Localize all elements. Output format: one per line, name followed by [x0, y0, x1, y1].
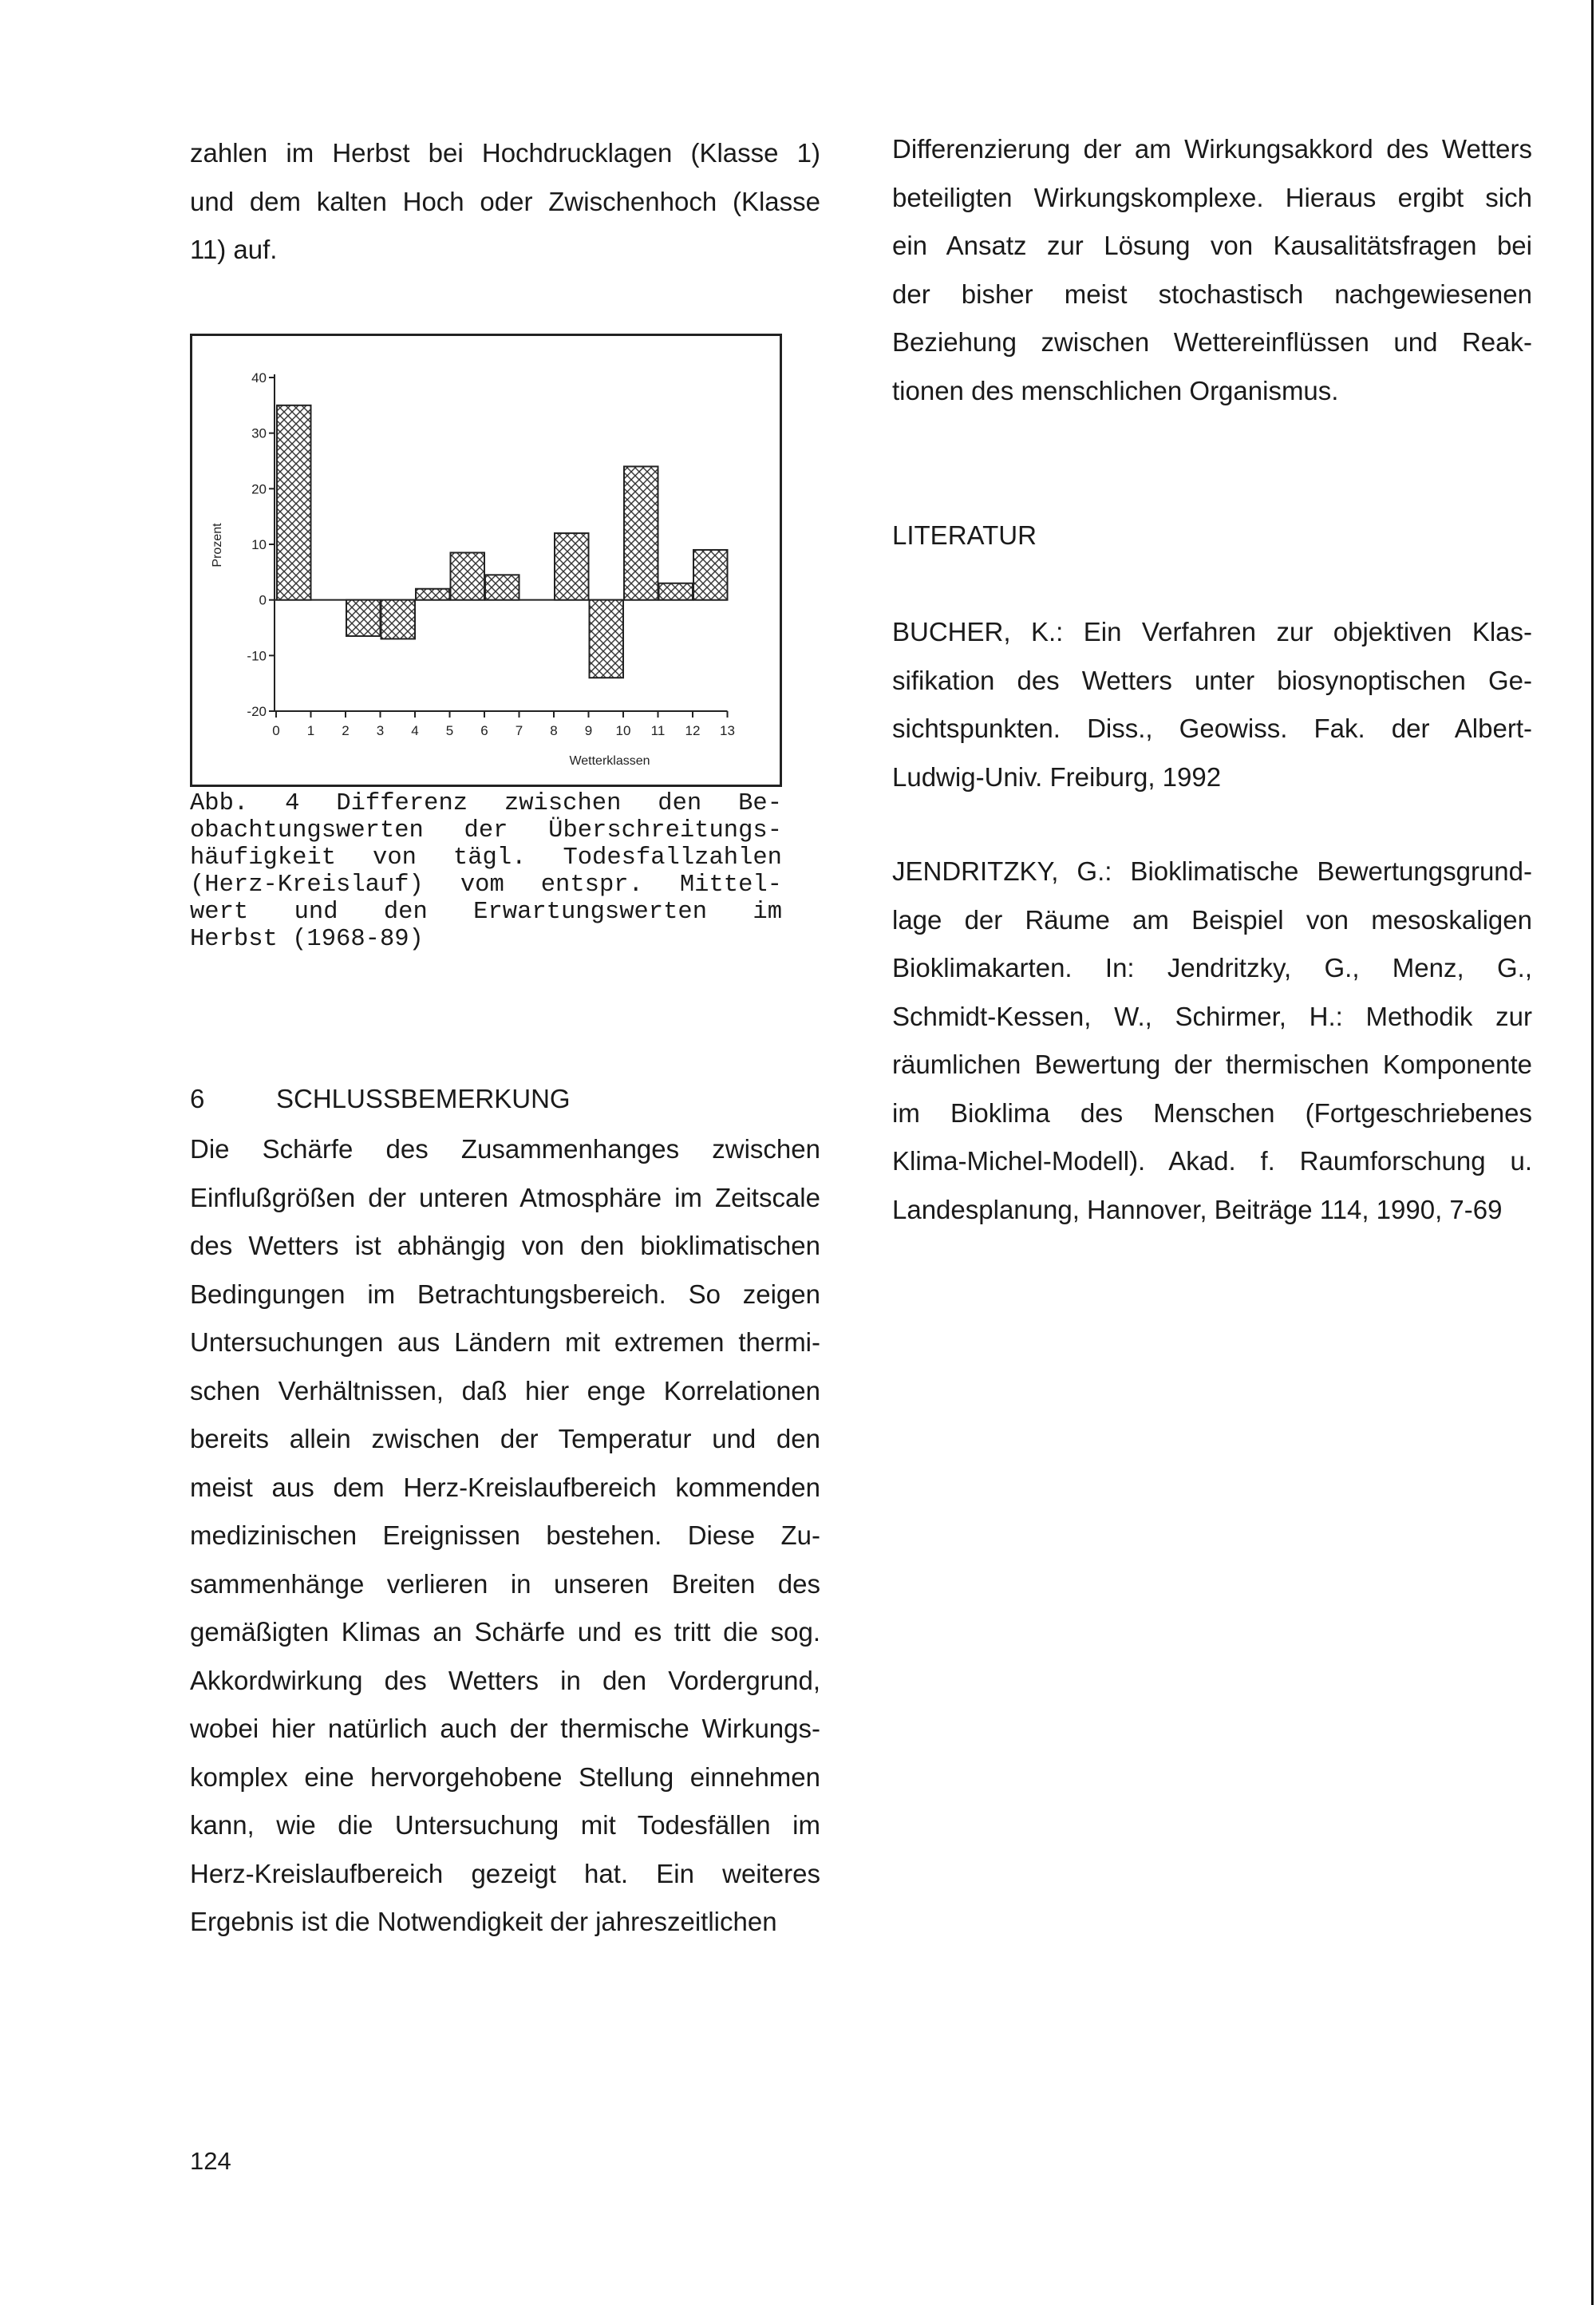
- x-tick-label: 6: [480, 723, 488, 738]
- text-line: gemäßigten Klimas an Schärfe und es tritt die sog.: [190, 1617, 820, 1647]
- x-tick-label: 0: [272, 723, 280, 738]
- text-line: Bedingungen im Betrachtungsbereich. So zeigen: [190, 1279, 820, 1309]
- text-line: wobei hier natürlich auch der thermische Wirkungs-: [190, 1714, 820, 1743]
- text-line: komplex eine hervorgehobene Stellung einnehmen: [190, 1761, 820, 1792]
- bar-class-3: [346, 600, 381, 636]
- text-line: ein Ansatz zur Lösung von Kausalitätsfragen bei: [892, 231, 1532, 260]
- bar-class-6: [451, 552, 485, 599]
- y-tick-label: 20: [251, 481, 267, 497]
- x-tick-label: 8: [550, 723, 558, 738]
- x-tick-label: 3: [376, 723, 385, 738]
- x-tick-label: 5: [445, 723, 454, 738]
- bar-class-4: [381, 600, 416, 639]
- text-line: und dem kalten Hoch oder Zwischenhoch (Klasse: [190, 186, 820, 216]
- bar-class-5: [416, 589, 450, 600]
- bar-chart: [192, 336, 780, 785]
- y-tick-label: 30: [251, 425, 267, 441]
- bar-class-11: [624, 466, 658, 599]
- text-line: tionen des menschlichen Organismus.: [892, 375, 1339, 405]
- caption-line: wert und den Erwartungswerten im: [190, 899, 782, 926]
- reference-line: räumlichen Bewertung der thermischen Komponente: [892, 1050, 1532, 1079]
- caption-line: obachtungswerten der Überschreitungs-: [190, 817, 782, 844]
- text-line: Differenzierung der am Wirkungsakkord des Wetters: [892, 134, 1532, 164]
- x-tick-label: 2: [342, 723, 350, 738]
- text-line: schen Verhältnissen, daß hier enge Korrelationen: [190, 1375, 820, 1406]
- x-tick-label: 1: [306, 723, 315, 738]
- reference-line: Landesplanung, Hannover, Beiträge 114, 1990, 7-69: [892, 1194, 1503, 1224]
- text-line: Herz-Kreislaufbereich gezeigt hat. Ein weiteres: [190, 1858, 820, 1888]
- literature-heading: LITERATUR: [892, 520, 1037, 550]
- caption-line: (Herz-Kreislauf) vom entspr. Mittel-: [190, 872, 782, 899]
- bar-class-13: [693, 550, 728, 600]
- x-axis-label: Wetterklassen: [569, 754, 650, 768]
- reference-line: Schmidt-Kessen, W., Schirmer, H.: Methodik zur: [892, 1001, 1532, 1031]
- reference-line: JENDRITZKY, G.: Bioklimatische Bewertungsgrund-: [892, 856, 1532, 886]
- reference-line: Ludwig-Univ. Freiburg, 1992: [892, 761, 1222, 792]
- reference-bucher: [892, 608, 1532, 801]
- bar-class-7: [485, 575, 519, 599]
- continuation-paragraph: [892, 125, 1532, 415]
- page-number: 124: [190, 2147, 231, 2175]
- text-line: der bisher meist stochastisch nachgewiesenen: [892, 279, 1532, 309]
- intro-paragraph: [190, 129, 820, 275]
- text-line: Die Schärfe des Zusammenhanges zwischen: [190, 1134, 820, 1164]
- text-line: sammenhänge verlieren in unseren Breiten des: [190, 1568, 820, 1599]
- bar-class-9: [555, 533, 589, 600]
- section-body: [190, 1125, 820, 1947]
- x-tick-label: 12: [685, 723, 701, 738]
- reference-line: Bioklimakarten. In: Jendritzky, G., Menz, G.,: [892, 953, 1532, 982]
- bar-class-10: [590, 600, 624, 678]
- text-line: Untersuchungen aus Ländern mit extremen thermi-: [190, 1327, 820, 1357]
- section-number: 6: [190, 1084, 205, 1113]
- caption-line: Herbst (1968-89): [190, 926, 424, 953]
- text-line: kann, wie die Untersuchung mit Todesfällen im: [190, 1810, 820, 1840]
- text-line: bereits allein zwischen der Temperatur und den: [190, 1424, 820, 1453]
- caption-line: häufigkeit von tägl. Todesfallzahlen: [190, 844, 782, 872]
- caption-line: Abb. 4 Differenz zwischen den Be-: [190, 790, 782, 817]
- reference-jendritzky: [892, 848, 1532, 1234]
- x-tick-label: 11: [650, 723, 666, 738]
- text-line: Akkordwirkung des Wetters in den Vordergrund,: [190, 1665, 820, 1695]
- text-line: meist aus dem Herz-Kreislaufbereich kommenden: [190, 1472, 820, 1502]
- figure-4-chart: [190, 334, 782, 787]
- x-tick-label: 10: [615, 723, 631, 738]
- y-tick-label: -20: [247, 704, 267, 719]
- text-line: Beziehung zwischen Wettereinflüssen und Reak-: [892, 327, 1532, 357]
- reference-line: Klima-Michel-Modell). Akad. f. Raumforschung u.: [892, 1146, 1532, 1176]
- y-tick-label: 0: [259, 592, 267, 608]
- text-line: beteiligten Wirkungskomplexe. Hieraus ergibt sich: [892, 182, 1532, 212]
- bar-class-1: [277, 405, 311, 600]
- y-tick-label: 40: [251, 370, 267, 385]
- text-line: des Wetters ist abhängig von den bioklimatischen: [190, 1231, 820, 1260]
- text-line: zahlen im Herbst bei Hochdrucklagen (Klasse 1): [190, 138, 820, 168]
- x-tick-label: 13: [720, 723, 735, 738]
- page-edge-line: [1591, 0, 1594, 2305]
- figure-caption: [190, 790, 782, 953]
- x-tick-label: 7: [515, 723, 523, 738]
- section-title: SCHLUSSBEMERKUNG: [276, 1084, 571, 1113]
- y-axis-label: Prozent: [211, 523, 224, 567]
- reference-line: im Bioklima des Menschen (Fortgeschriebenes: [892, 1097, 1532, 1128]
- reference-line: sifikation des Wetters unter biosynoptischen Ge-: [892, 665, 1532, 695]
- text-line: 11) auf.: [190, 235, 278, 264]
- y-tick-label: 10: [251, 537, 267, 552]
- reference-line: sichtspunkten. Diss., Geowiss. Fak. der Albert-: [892, 714, 1532, 743]
- text-line: Einflußgrößen der unteren Atmosphäre im Zeitscale: [190, 1182, 820, 1212]
- text-line: Ergebnis ist die Notwendigkeit der jahreszeitlichen: [190, 1907, 777, 1936]
- x-tick-label: 9: [584, 723, 593, 738]
- text-line: medizinischen Ereignissen bestehen. Diese Zu-: [190, 1520, 820, 1550]
- reference-line: BUCHER, K.: Ein Verfahren zur objektiven Klas-: [892, 617, 1532, 646]
- bar-class-12: [659, 583, 693, 600]
- reference-line: lage der Räume am Beispiel von mesoskaligen: [892, 904, 1532, 935]
- x-tick-label: 4: [411, 723, 419, 738]
- y-tick-label: -10: [247, 648, 267, 664]
